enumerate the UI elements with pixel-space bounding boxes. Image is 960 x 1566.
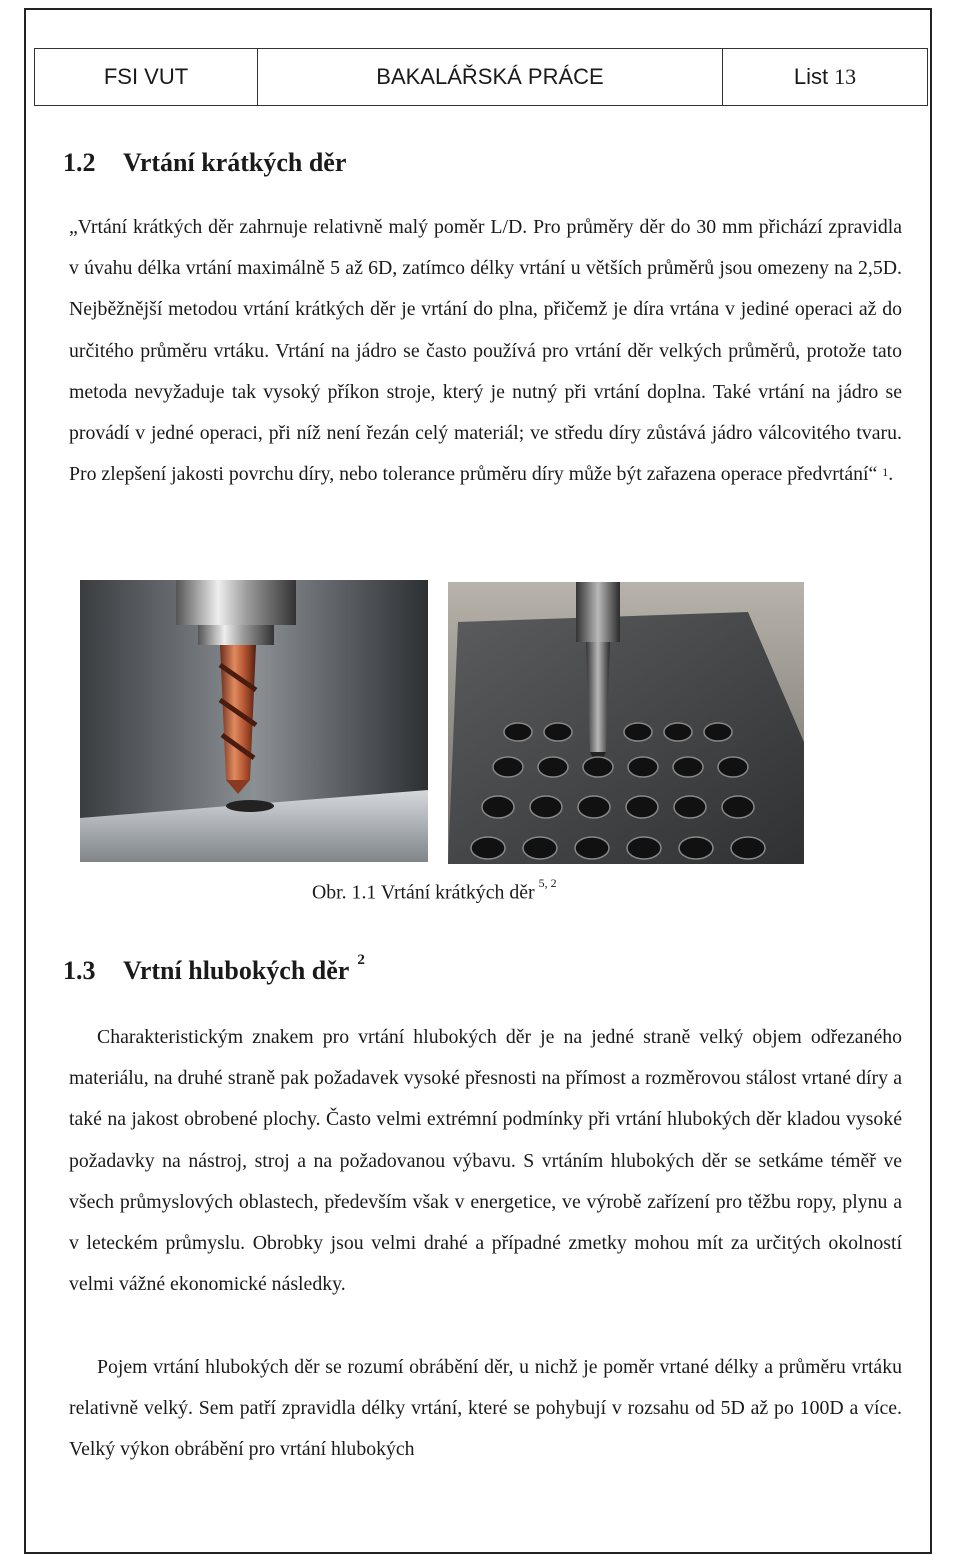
drill-bit-illustration <box>80 580 428 862</box>
paragraph-short-holes <box>69 207 902 495</box>
paragraph-deep-holes-2: Pojem vrtání hlubokých děr se rozumí obrábění děr, u nichž je poměr vrtané délky a průměru vrtáku relativně velký. Sem patří zpravidla délky vrtání, které se pohybují v rozsahu od 5D až po 100D a více. Velký výkon obrábění pro vrtání hlubokých <box>69 1356 902 1461</box>
figure-photo-drilled-plate <box>448 582 804 864</box>
section-title-ref: 2 <box>357 952 365 968</box>
header-sheet <box>723 49 927 105</box>
header-document-type: BAKALÁŘSKÁ PRÁCE <box>258 49 723 105</box>
header-school: FSI VUT <box>35 49 258 105</box>
header-sheet-label: List <box>793 64 829 89</box>
section-heading-1-3 <box>63 952 365 986</box>
page-frame <box>24 8 932 1554</box>
paragraph-text: „Vrtání krátkých děr zahrnuje relativně malý poměr L/D. Pro průměry děr do 30 mm přichází zpravidla v úvahu délka vrtání maximálně 5 až 6D, zatímco délky vrtání u větších průměrů jsou omezeny na 2,5D. Nejběžnější metodou vrtání krátkých děr je vrtání do plna, přičemž je díra vrtána v jediné operaci až do určitého průměru vrtáku. Vrtání na jádro se často používá pro vrtání děr velkých průměrů, protože tato metoda nevyžaduje tak vysoký příkon stroje, který je nutný při vrtání doplna. Také vrtání na jádro se provádí v jedné operaci, při níž není řezán celý materiál; ve středu díry zůstává jádro válcovitého tvaru. Pro zlepšení jakosti povrchu díry, nebo tolerance průměru díry může být zařazena operace předvrtání“ <box>69 216 902 486</box>
figure-caption-text: Obr. 1.1 Vrtání krátkých děr <box>312 881 535 904</box>
paragraph-end: . <box>888 463 894 486</box>
figure-photo-drill-bit <box>80 580 428 862</box>
figure-caption <box>312 876 557 905</box>
section-title: Vrtání krátkých děr <box>123 148 347 177</box>
section-number: 1.2 <box>63 148 96 177</box>
citation-ref: 1 <box>882 465 889 480</box>
paragraph-deep-holes-1: Charakteristickým znakem pro vrtání hlubokých děr je na jedné straně velký objem odřezaného materiálu, na druhé straně pak požadavek vysoké přesnosti na přímost a rozměrovou stálost vrtané díry a také na jakost obrobené plochy. Často velmi extrémní podmínky při vrtání hlubokých děr kladou vysoké požadavky na nástroj, stroj a na požadovanou výbavu. S vrtáním hlubokých děr se setkáme téměř ve všech průmyslových oblastech, především však v energetice, ve výrobě zařízení pro těžbu ropy, plynu a v leteckém průmyslu. Obrobky jsou velmi drahé a případné zmetky mohou mít za určitých okolností velmi vážné ekonomické následky. <box>69 1026 902 1296</box>
section-number: 1.3 <box>63 956 96 985</box>
section-title: Vrtní hlubokých děr <box>123 956 350 985</box>
figure-caption-refs: 5, 2 <box>538 876 557 890</box>
section-heading-1-2 <box>63 148 346 178</box>
header-sheet-number: 13 <box>834 64 857 89</box>
drilled-plate-illustration <box>448 582 804 864</box>
page-header <box>34 48 928 106</box>
